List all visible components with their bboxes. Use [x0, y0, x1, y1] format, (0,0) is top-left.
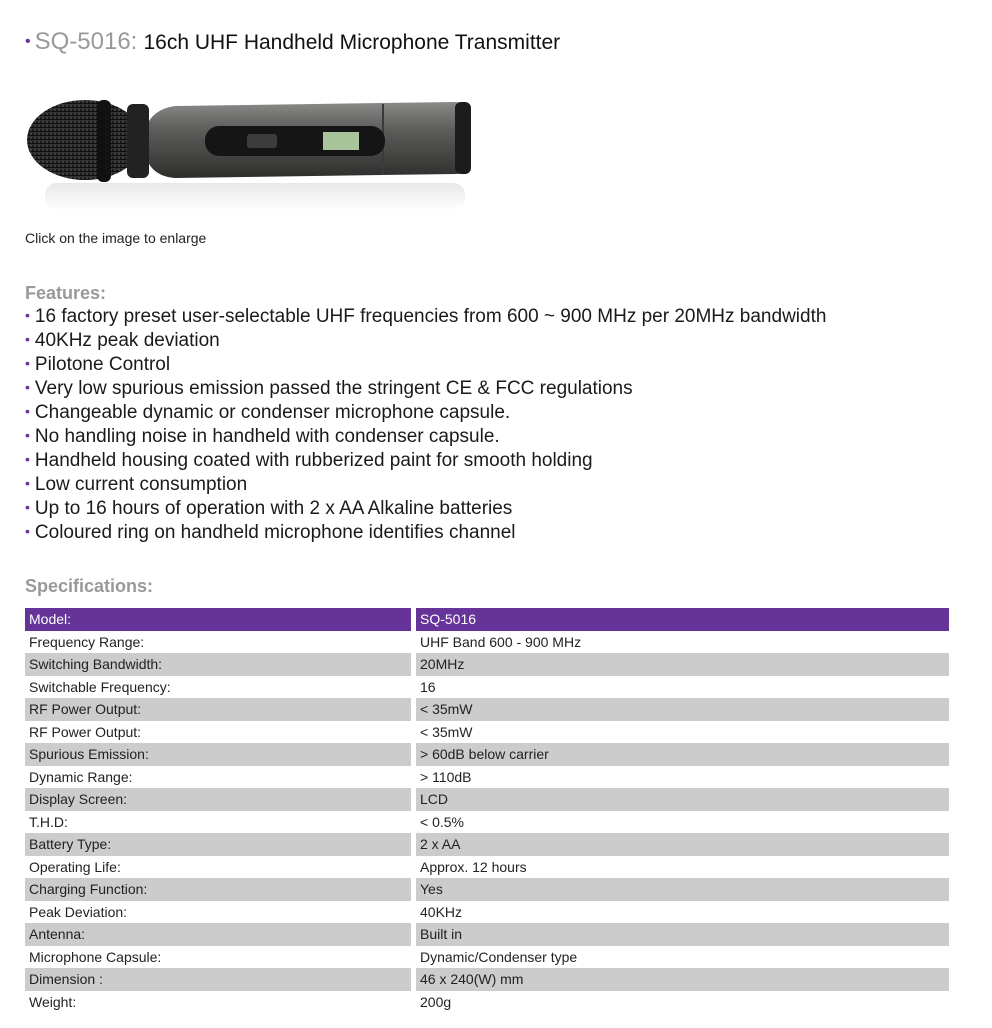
spec-value: > 60dB below carrier [416, 743, 949, 766]
specifications-heading: Specifications: [25, 576, 154, 596]
bullet-icon: • [25, 403, 30, 419]
feature-item: • Pilotone Control [25, 354, 171, 375]
table-row [25, 833, 949, 856]
bullet-icon: • [25, 499, 30, 515]
feature-item: • Very low spurious emission passed the stringent CE & FCC regulations [25, 378, 633, 399]
table-header-row [25, 608, 949, 631]
bullet-icon: • [25, 451, 30, 467]
product-name: 16ch UHF Handheld Microphone Transmitter [143, 31, 561, 54]
spec-label: Operating Life: [25, 856, 411, 879]
spec-value: < 35mW [416, 721, 949, 744]
bullet-icon: • [25, 355, 30, 371]
spec-value: 200g [416, 991, 949, 1014]
spec-label: Dynamic Range: [25, 766, 411, 789]
spec-label: Microphone Capsule: [25, 946, 411, 969]
table-row [25, 676, 949, 699]
bullet-icon: • [25, 523, 30, 539]
spec-value: Yes [416, 878, 949, 901]
table-row [25, 698, 949, 721]
table-row [25, 631, 949, 654]
spec-value: 40KHz [416, 901, 949, 924]
table-row [25, 856, 949, 879]
table-row [25, 923, 949, 946]
table-row [25, 653, 949, 676]
spec-value: Approx. 12 hours [416, 856, 949, 879]
spec-label: Antenna: [25, 923, 411, 946]
image-caption: Click on the image to enlarge [25, 230, 207, 246]
spec-label: Switching Bandwidth: [25, 653, 411, 676]
feature-item: • Handheld housing coated with rubberized paint for smooth holding [25, 450, 593, 471]
spec-label: Dimension : [25, 968, 411, 991]
spec-label: Frequency Range: [25, 631, 411, 654]
spec-label: Switchable Frequency: [25, 676, 411, 699]
spec-label: Display Screen: [25, 788, 411, 811]
feature-item: • Changeable dynamic or condenser microphone capsule. [25, 402, 511, 423]
spec-value: 46 x 240(W) mm [416, 968, 949, 991]
bullet-icon: • [25, 307, 30, 323]
bullet-icon: • [25, 379, 30, 395]
spec-label: Model: [25, 608, 411, 631]
table-row [25, 788, 949, 811]
bullet-icon: • [25, 331, 30, 347]
spec-label: RF Power Output: [25, 698, 411, 721]
bullet-icon: • [25, 33, 31, 50]
table-row [25, 811, 949, 834]
feature-item: • Coloured ring on handheld microphone identifies channel [25, 522, 516, 543]
features-list [25, 304, 826, 544]
table-row [25, 878, 949, 901]
spec-value: Dynamic/Condenser type [416, 946, 949, 969]
table-row [25, 946, 949, 969]
table-row [25, 901, 949, 924]
spec-value: SQ-5016 [416, 608, 949, 631]
features-heading: Features: [25, 283, 107, 303]
spec-value: 16 [416, 676, 949, 699]
microphone-illustration [25, 88, 475, 213]
spec-value: < 35mW [416, 698, 949, 721]
spec-value: Built in [416, 923, 949, 946]
feature-item: • Up to 16 hours of operation with 2 x AA Alkaline batteries [25, 498, 513, 519]
spec-label: T.H.D: [25, 811, 411, 834]
spec-label: RF Power Output: [25, 721, 411, 744]
feature-item: • 40KHz peak deviation [25, 330, 220, 351]
page-title [25, 27, 560, 58]
spec-value: 2 x AA [416, 833, 949, 856]
spec-value: > 110dB [416, 766, 949, 789]
spec-label: Charging Function: [25, 878, 411, 901]
table-row [25, 743, 949, 766]
feature-item: • Low current consumption [25, 474, 248, 495]
feature-item: • 16 factory preset user-selectable UHF frequencies from 600 ~ 900 MHz per 20MHz bandwidth [25, 306, 827, 327]
table-row [25, 721, 949, 744]
bullet-icon: • [25, 475, 30, 491]
spec-value: 20MHz [416, 653, 949, 676]
table-row [25, 968, 949, 991]
spec-value: < 0.5% [416, 811, 949, 834]
feature-item: • No handling noise in handheld with condenser capsule. [25, 426, 500, 447]
specifications-table [25, 608, 949, 1013]
spec-value: UHF Band 600 - 900 MHz [416, 631, 949, 654]
product-image[interactable] [25, 88, 475, 213]
table-row [25, 766, 949, 789]
spec-value: LCD [416, 788, 949, 811]
spec-label: Spurious Emission: [25, 743, 411, 766]
spec-label: Peak Deviation: [25, 901, 411, 924]
model-number: SQ-5016: [34, 28, 138, 55]
table-row [25, 991, 949, 1014]
spec-label: Weight: [25, 991, 411, 1014]
spec-label: Battery Type: [25, 833, 411, 856]
bullet-icon: • [25, 427, 30, 443]
